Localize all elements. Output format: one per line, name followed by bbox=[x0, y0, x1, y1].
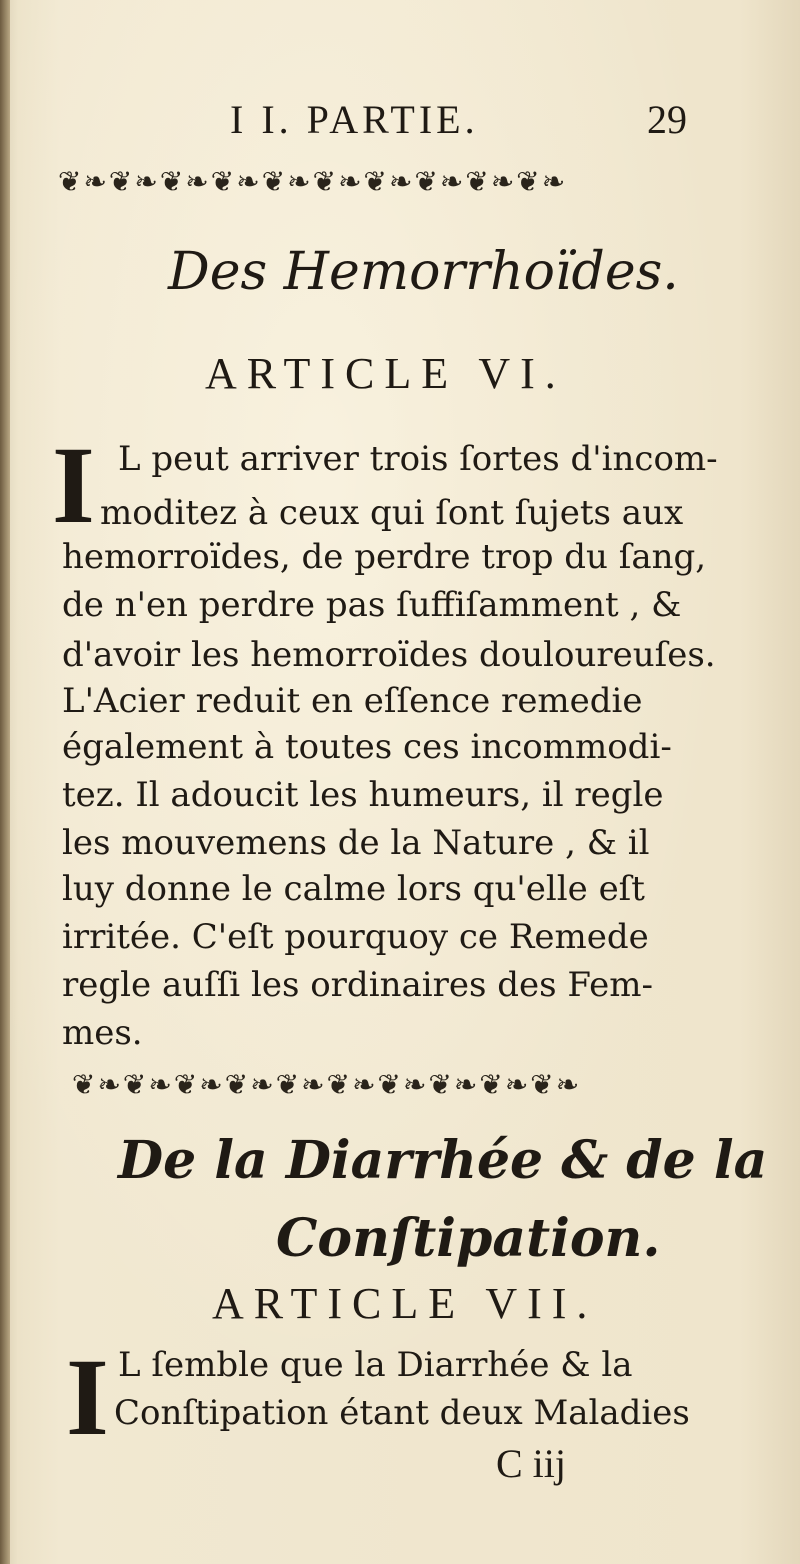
section-heading-hemorrhoides: Des Hemorrhoïdes. bbox=[168, 242, 679, 302]
text-line: L peut arriver trois ſortes d'incom- bbox=[118, 439, 718, 479]
text-line: irritée. C'eſt pourquoy ce Remede bbox=[62, 917, 649, 957]
signature-mark: C iij bbox=[496, 1441, 567, 1486]
text-line: également à toutes ces incommodi- bbox=[62, 727, 672, 767]
text-line: d'avoir les hemorroïdes douloureuſes. bbox=[62, 635, 716, 675]
text-line: tez. Il adoucit les humeurs, il regle bbox=[62, 775, 664, 815]
ornament-band-top: ❦❧❦❧❦❧❦❧❦❧❦❧❦❧❦❧❦❧❦❧ bbox=[58, 165, 568, 198]
text-line: L ſemble que la Diarrhée & la bbox=[118, 1345, 633, 1385]
drop-cap: I bbox=[52, 424, 95, 546]
text-line: luy donne le calme lors qu'elle eſt bbox=[62, 869, 645, 909]
page-number: 29 bbox=[647, 97, 687, 142]
section-heading-constipation: Conſtipation. bbox=[276, 1208, 661, 1269]
text-line: Conſtipation étant deux Maladies bbox=[114, 1393, 690, 1433]
running-head bbox=[200, 96, 700, 146]
text-line: L'Acier reduit en eſſence remedie bbox=[62, 681, 643, 721]
article-number-vii: ARTICLE VII. bbox=[212, 1279, 598, 1328]
text-line: moditez à ceux qui ſont ſujets aux bbox=[100, 493, 684, 533]
running-title: I I. PARTIE. bbox=[230, 97, 479, 142]
drop-cap: I bbox=[66, 1336, 109, 1458]
text-line: de n'en perdre pas ſuffiſamment , & bbox=[62, 585, 682, 625]
book-gutter bbox=[0, 0, 10, 1564]
text-line: hemorroïdes, de perdre trop du ſang, bbox=[62, 537, 707, 577]
section-heading-diarrhee: De la Diarrhée & de la bbox=[118, 1130, 768, 1191]
text-line: les mouvemens de la Nature , & il bbox=[62, 823, 650, 863]
text-line: regle auſſi les ordinaires des Fem- bbox=[62, 965, 653, 1005]
article-number-vi: ARTICLE VI. bbox=[205, 349, 566, 398]
ornament-band-middle: ❦❧❦❧❦❧❦❧❦❧❦❧❦❧❦❧❦❧❦❧ bbox=[72, 1068, 582, 1101]
text-line: mes. bbox=[62, 1013, 143, 1053]
